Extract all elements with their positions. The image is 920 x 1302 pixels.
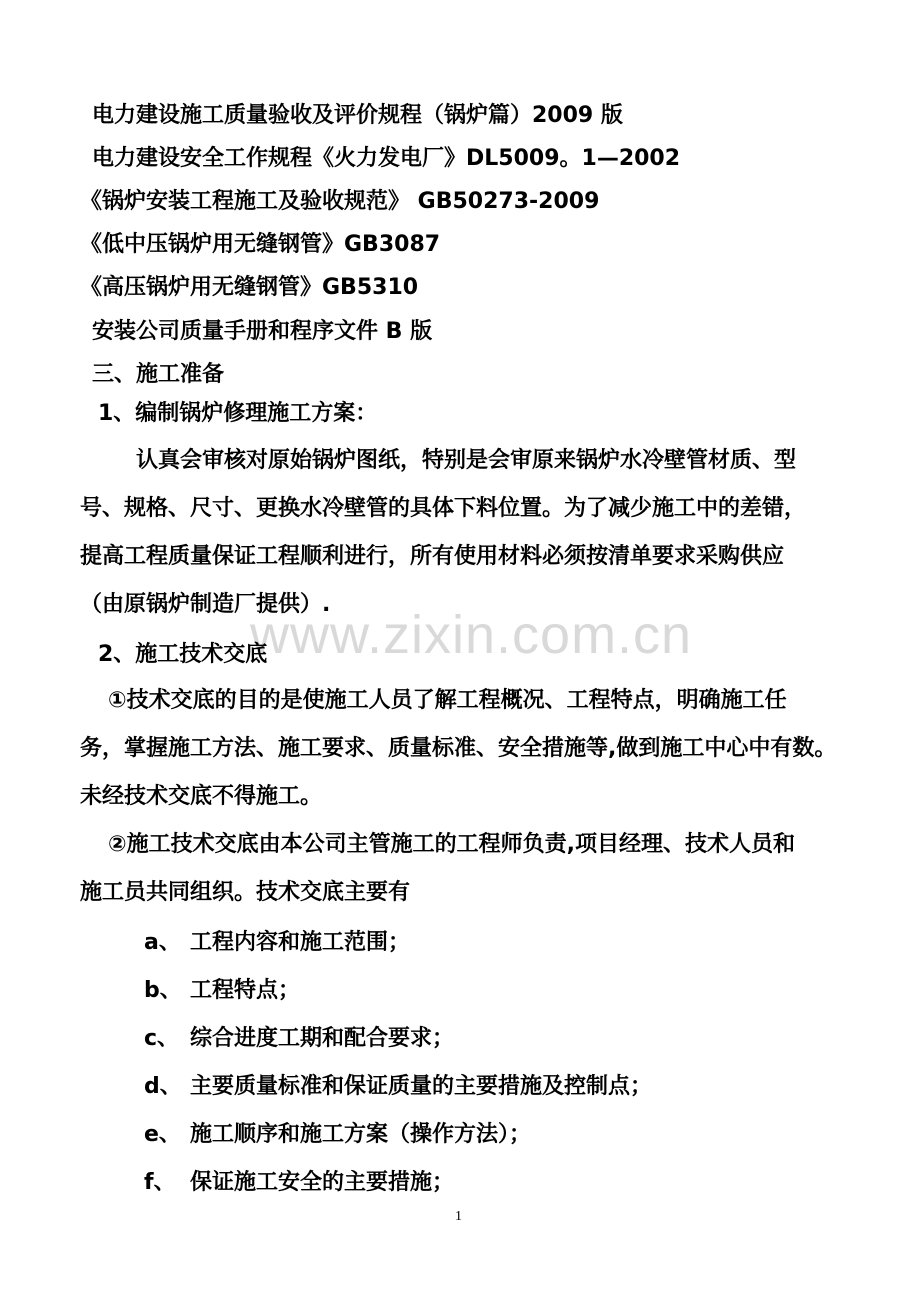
paragraph-line: 未经技术交底不得施工。 bbox=[80, 784, 323, 809]
list-item-text: 工程内容和施工范围； bbox=[190, 930, 411, 955]
list-item-text: 施工顺序和施工方案（操作方法）； bbox=[190, 1122, 532, 1147]
list-item bbox=[144, 928, 410, 958]
paragraph-line: ②施工技术交底由本公司主管施工的工程师负责,项目经理、技术人员和 bbox=[108, 832, 795, 857]
list-item-marker: f、 bbox=[144, 1170, 176, 1195]
reference-line: 电力建设安全工作规程《火力发电厂》DL5009。1—2002 bbox=[92, 146, 681, 171]
watermark: www.zixin.com.cn bbox=[250, 605, 693, 665]
paragraph-line: 提高工程质量保证工程顺利进行，所有使用材料必须按清单要求采购供应 bbox=[80, 544, 785, 569]
reference-line: 《高压锅炉用无缝钢管》GB5310 bbox=[80, 275, 419, 300]
paragraph-line: 施工员共同组织。技术交底主要有 bbox=[80, 880, 411, 905]
reference-line: 《低中压锅炉用无缝钢管》GB3087 bbox=[80, 232, 441, 257]
list-item-text: 保证施工安全的主要措施； bbox=[190, 1170, 455, 1195]
page-number: 1 bbox=[455, 1209, 462, 1224]
paragraph-line: 务，掌握施工方法、施工要求、质量标准、安全措施等,做到施工中心中有数。 bbox=[80, 736, 837, 761]
reference-line: 安装公司质量手册和程序文件 B 版 bbox=[92, 319, 433, 344]
list-item-marker: d、 bbox=[144, 1074, 182, 1099]
section-heading: 三、施工准备 bbox=[92, 362, 225, 387]
list-item bbox=[144, 1072, 652, 1102]
list-item bbox=[144, 976, 300, 1006]
list-item-text: 工程特点； bbox=[190, 978, 301, 1003]
list-item-marker: a、 bbox=[144, 930, 181, 955]
list-item-marker: c、 bbox=[144, 1026, 180, 1051]
paragraph-line: ①技术交底的目的是使施工人员了解工程概况、工程特点，明确施工任 bbox=[108, 688, 787, 713]
paragraph-line: 号、规格、尺寸、更换水冷壁管的具体下料位置。为了减少施工中的差错， bbox=[80, 496, 807, 521]
reference-line: 电力建设施工质量验收及评价规程（锅炉篇）2009 版 bbox=[92, 103, 623, 128]
list-item bbox=[144, 1024, 454, 1054]
list-item-text: 主要质量标准和保证质量的主要措施及控制点； bbox=[190, 1074, 653, 1099]
paragraph-line: 认真会审核对原始锅炉图纸，特别是会审原来锅炉水冷壁管材质、型 bbox=[136, 448, 797, 473]
paragraph-line: （由原锅炉制造厂提供）. bbox=[80, 592, 331, 617]
subsection-heading: 2、施工技术交底 bbox=[98, 642, 268, 667]
list-item bbox=[144, 1168, 454, 1198]
reference-line: 《锅炉安装工程施工及验收规范》 GB50273-2009 bbox=[80, 189, 600, 214]
list-item-marker: e、 bbox=[144, 1122, 181, 1147]
list-item bbox=[144, 1120, 531, 1150]
list-item-marker: b、 bbox=[144, 978, 182, 1003]
subsection-heading: 1、编制锅炉修理施工方案： bbox=[98, 401, 378, 426]
list-item-text: 综合进度工期和配合要求； bbox=[190, 1026, 455, 1051]
